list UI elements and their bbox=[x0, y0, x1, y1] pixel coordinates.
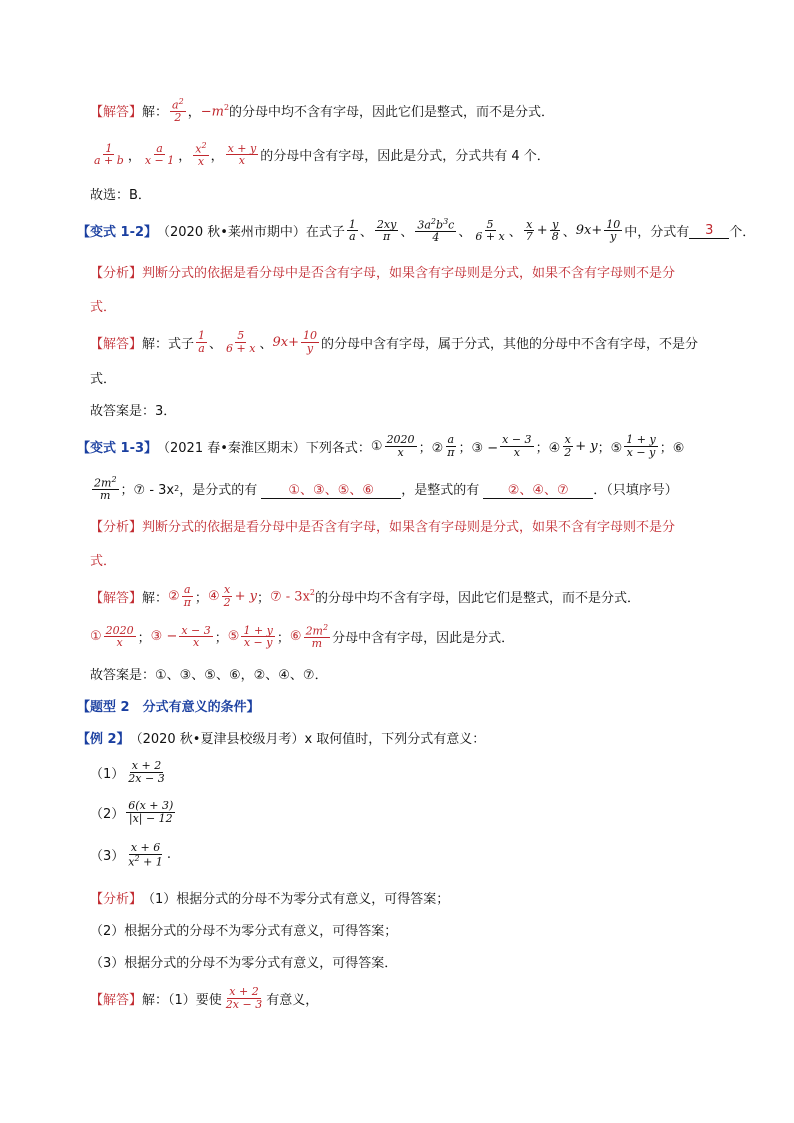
frac-x-plus-6-over-x2-plus-1: $\frac{x + 6}{x^2 + 1}$ bbox=[128, 841, 163, 869]
solution-text: 解：（1）要使 bbox=[142, 992, 222, 1008]
frac-a-over-pi: $\frac{a}{\pi}$ bbox=[447, 433, 455, 459]
frac-a2-over-2: $\frac{a^2}{2}$ bbox=[172, 97, 184, 125]
answer-line bbox=[90, 664, 328, 683]
frac-6x-plus-3-over-absx-minus-12: $\frac{6(x + 3)}{|x| - 12}$ bbox=[128, 799, 174, 825]
example-2-item-1 bbox=[90, 760, 169, 784]
question-source: （2020 秋•莱州市期中）在式子 bbox=[157, 225, 345, 241]
frac-x-plus-y-over-x: $\frac{x + y}{x}$ bbox=[227, 141, 257, 168]
variant-1-3-question-cont: $\frac{2m^2}{m}$ ；⑦ - 3x 2 ，是分式的有 ①、③、⑤、⑥ ，是整式的有 ②、④、⑦ ．（只填序号） bbox=[94, 475, 678, 503]
question-source: （2020 秋•夏津县校级月考）x 取何值时，下列分式有意义： bbox=[129, 732, 486, 747]
solution-line-1: 【解答】 解： $\frac{a^2}{2}$ ， $-m^2$ 的分母中均不含有字母，因此它们是整式，而不是分式． bbox=[90, 97, 555, 125]
example-2-item-3: （3） $\frac{x + 6}{x^2 + 1}$ . bbox=[90, 841, 171, 869]
example-2-question bbox=[77, 728, 485, 747]
analysis-text: （3）根据分式的分母不为零分式有意义，可得答案． bbox=[90, 956, 398, 971]
analysis-line bbox=[90, 516, 675, 535]
frac-a-over-x-minus-1: $\frac{a}{x - 1}$ bbox=[144, 141, 175, 168]
analysis-tag: 【分析】 bbox=[90, 520, 143, 535]
question-text: ．（只填序号） bbox=[593, 483, 678, 499]
integer-answer-blank: ②、④、⑦ bbox=[483, 479, 593, 499]
analysis-line bbox=[90, 888, 449, 907]
topic-2-heading bbox=[77, 696, 260, 715]
example-2-item-2 bbox=[90, 800, 177, 824]
question-text: 个． bbox=[729, 225, 756, 241]
solution-prefix: 解： bbox=[142, 105, 169, 121]
answer-line bbox=[90, 400, 176, 419]
solution-line: 【解答】 解：式子 $\frac{1}{a}$ 、 $\frac{5}{6 + x}$ 、 9x + $\frac{10}{y}$ 的分母中含有字母，属于分式，其他的分母中不含有字母，不是分 bbox=[90, 329, 699, 355]
frac-x2-over-x: $\frac{x^2}{x}$ bbox=[195, 141, 207, 169]
variant-1-3-question: 【变式 1-3】 （2021 春•秦淮区期末）下列各式： ① $\frac{2020}{x}$ ；② $\frac{a}{\pi}$ ；③ − $\frac{x - 3}{x}$ ；④ $\frac{x}{2}$ + y ；⑤ $\frac{1 + y}{x - y}$ ；⑥ bbox=[77, 433, 685, 459]
question-text: ，是分式的有 bbox=[179, 483, 258, 499]
solution-line bbox=[90, 986, 318, 1010]
variant-1-2-question: 【变式 1-2】 （2020 秋•莱州市期中）在式子 $\frac{1}{a}$ 、 $\frac{2xy}{\pi}$ 、 $\frac{3a^2b^3c}{4}$ 、 $\frac{5}{6 + x}$ 、 $\frac{x}{7}$ + $\frac{y}{8}$ 、 9x + $\frac{10}{y}$ 中，分式有 3 个． bbox=[77, 217, 756, 245]
variant-tag: 【变式 1-3】 bbox=[77, 440, 158, 456]
frac-x-over-2: $\frac{x}{2}$ bbox=[564, 433, 572, 459]
topic-heading: 【题型 2 分式有意义的条件】 bbox=[77, 700, 260, 715]
analysis-text: （2）根据分式的分母不为零分式有意义，可得答案； bbox=[90, 924, 398, 939]
question-text: ，是整式的有 bbox=[401, 483, 480, 499]
solution-tag: 【解答】 bbox=[90, 590, 143, 606]
question-text: ；⑦ - 3x bbox=[120, 483, 175, 499]
solution-text: 解：式子 bbox=[142, 336, 195, 352]
question-text: 中，分式有 bbox=[624, 225, 690, 241]
frac-1-over-a: $\frac{1}{a}$ bbox=[198, 329, 206, 355]
answer-text: 故答案是：①、③、⑤、⑥，②、④、⑦． bbox=[90, 668, 328, 683]
frac-x-over-2: $\frac{x}{2}$ bbox=[223, 583, 231, 609]
analysis-tag: 【分析】 bbox=[90, 892, 143, 907]
analysis-line-3 bbox=[90, 952, 397, 971]
solution-text: 的分母中均不含有字母，因此它们是整式，而不是分式． bbox=[315, 590, 641, 606]
analysis-tag: 【分析】 bbox=[90, 266, 143, 281]
solution-text: 分母中含有字母，因此是分式． bbox=[332, 631, 515, 647]
analysis-line-2 bbox=[90, 920, 397, 939]
frac-2xy-over-pi: $\frac{2xy}{\pi}$ bbox=[376, 217, 397, 244]
answer-text: 故选：B． bbox=[90, 188, 151, 203]
item-number: （1） bbox=[90, 766, 125, 782]
frac-5-over-6-plus-x: $\frac{5}{6 + x}$ bbox=[475, 217, 505, 244]
solution-line-2: $\frac{1}{a + b}$ ， $\frac{a}{x - 1}$ ， $\frac{x^2}{x}$ ， $\frac{x + y}{x}$ 的分母中含有字母，因此是分式，分式共有 4 个． bbox=[94, 141, 550, 169]
frac-a-over-pi: $\frac{a}{\pi}$ bbox=[183, 583, 191, 609]
analysis-line bbox=[90, 262, 675, 281]
frac-y-over-8: $\frac{y}{8}$ bbox=[551, 217, 559, 244]
frac-10-over-y: $\frac{10}{y}$ bbox=[606, 217, 621, 244]
analysis-text: 判断分式的依据是看分母中是否含有字母，如果含有字母则是分式，如果不含有字母则不是分 bbox=[142, 520, 676, 535]
solution-line-2: ① $\frac{2020}{x}$ ； ③ − $\frac{x - 3}{x}$ ； ⑤ $\frac{1 + y}{x - y}$ ； ⑥ $\frac{2m^2}{m}$ 分母中含有字母，因此是分式． bbox=[90, 623, 515, 651]
analysis-text: 判断分式的依据是看分母中是否含有字母，如果含有字母则是分式，如果不含有字母则不是分 bbox=[142, 266, 676, 281]
solution-text: 的分母中含有字母，因此是分式，分式共有 4 个． bbox=[260, 149, 550, 165]
solution-text: 有意义， bbox=[266, 992, 319, 1008]
frac-x-plus-2-over-2x-minus-3: $\frac{x + 2}{2x - 3}$ bbox=[225, 985, 263, 1011]
answer-blank: 3 bbox=[689, 223, 729, 239]
solution-tag: 【解答】 bbox=[90, 992, 143, 1008]
analysis-text: （1）根据分式的分母不为零分式有意义，可得答案； bbox=[142, 892, 450, 907]
solution-tag: 【解答】 bbox=[90, 336, 143, 352]
fraction-answer-blank: ①、③、⑤、⑥ bbox=[261, 479, 401, 499]
frac-3a2b3c-over-4: $\frac{3a^2b^3c}{4}$ bbox=[417, 217, 455, 245]
frac-x-minus-3-over-x: $\frac{x - 3}{x}$ bbox=[181, 623, 211, 650]
variant-tag: 【变式 1-2】 bbox=[77, 225, 158, 241]
solution-line-3 bbox=[90, 184, 151, 203]
frac-x-minus-3-over-x: $\frac{x - 3}{x}$ bbox=[502, 433, 532, 459]
frac-2020-over-x: $\frac{2020}{x}$ bbox=[105, 623, 134, 650]
frac-1-over-a: $\frac{1}{a}$ bbox=[348, 217, 356, 244]
solution-text: 的分母中含有字母，属于分式，其他的分母中不含有字母，不是分 bbox=[321, 336, 699, 352]
analysis-text: 式． bbox=[90, 554, 117, 569]
solution-tag: 【解答】 bbox=[90, 105, 143, 121]
frac-x-over-7: $\frac{x}{7}$ bbox=[525, 217, 533, 244]
analysis-line-cont bbox=[90, 296, 116, 315]
frac-1-plus-y-over-x-minus-y: $\frac{1 + y}{x - y}$ bbox=[243, 623, 273, 650]
solution-text: 的分母中均不含有字母，因此它们是整式，而不是分式． bbox=[229, 105, 555, 121]
expr-neg-m2: $-m^2$ bbox=[200, 102, 230, 120]
solution-line-cont bbox=[90, 368, 116, 387]
solution-text: 式． bbox=[90, 372, 117, 387]
frac-2m2-over-m: $\frac{2m^2}{m}$ bbox=[305, 623, 329, 651]
frac-x-plus-2-over-2x-minus-3: $\frac{x + 2}{2x - 3}$ bbox=[128, 759, 165, 785]
item-number: （3） bbox=[90, 849, 125, 865]
question-source: （2021 春•秦淮区期末）下列各式： bbox=[157, 440, 371, 456]
frac-5-over-6-plus-x: $\frac{5}{6 + x}$ bbox=[226, 329, 256, 355]
frac-1-plus-y-over-x-minus-y: $\frac{1 + y}{x - y}$ bbox=[626, 433, 656, 459]
frac-1-over-a-plus-b: $\frac{1}{a + b}$ bbox=[94, 141, 124, 168]
frac-10-over-y: $\frac{10}{y}$ bbox=[303, 329, 317, 355]
analysis-text: 式． bbox=[90, 300, 117, 315]
example-tag: 【例 2】 bbox=[77, 732, 130, 747]
answer-text: 故答案是：3． bbox=[90, 404, 177, 419]
frac-2m2-over-m: $\frac{2m^2}{m}$ bbox=[94, 475, 117, 503]
solution-line: 【解答】 解： ② $\frac{a}{\pi}$ ； ④ $\frac{x}{2}$ + y ； ⑦ - $3x^2$ 的分母中均不含有字母，因此它们是整式，而不是分式． bbox=[90, 583, 641, 609]
frac-2020-over-x: $\frac{2020}{x}$ bbox=[386, 433, 415, 459]
item-number: （2） bbox=[90, 806, 125, 822]
analysis-line-cont bbox=[90, 550, 116, 569]
